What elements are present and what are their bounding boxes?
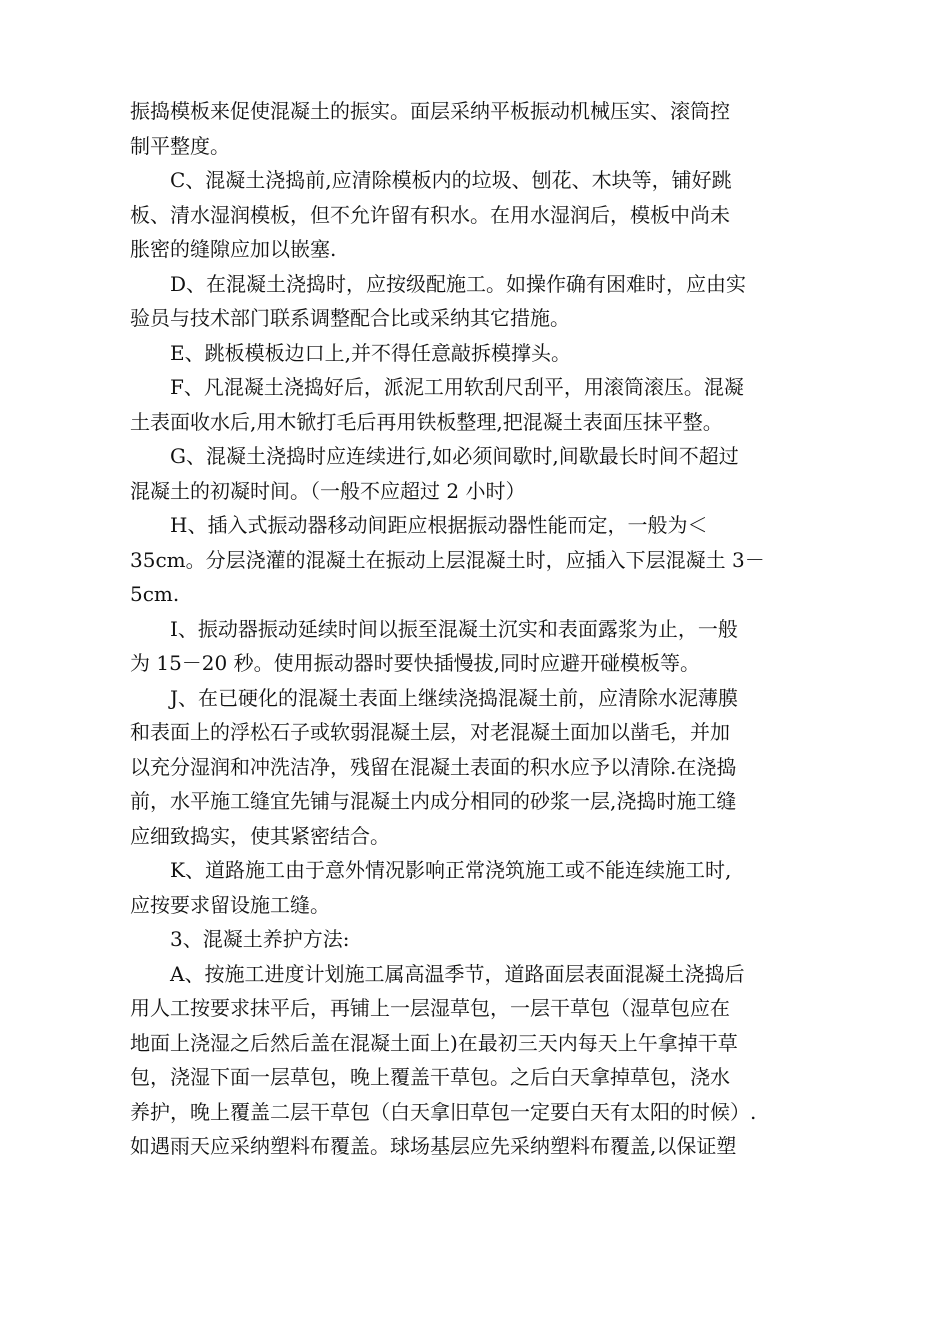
text-line: 制平整度。 (130, 133, 230, 158)
text-line: 土表面收水后,用木锨打毛后再用铁板整理,把混凝土表面压抹平整。 (130, 409, 723, 434)
paragraph-e-line: E、跳板模板边口上,并不得任意敲拆模撑头。 (170, 340, 571, 365)
paragraph-g-line: G、混凝土浇捣时应连续进行,如必须间歇时,间歇最长时间不超过 (170, 444, 739, 468)
paragraph-f-line: F、凡混凝土浇捣好后，派泥工用软刮尺刮平，用滚筒滚压。混凝 (170, 375, 744, 399)
text-line: 振捣模板来促使混凝土的振实。面层采纳平板振动机械压实、滚筒控 (130, 99, 730, 123)
section-heading: 3、混凝土养护方法: (170, 927, 350, 951)
text-line: 应细致捣实，使其紧密结合。 (130, 823, 390, 848)
text-line: 用人工按要求抹平后，再铺上一层湿草包，一层干草包（湿草包应在 (130, 996, 730, 1020)
paragraph-d-line: D、在混凝土浇捣时，应按级配施工。如操作确有困难时，应由实 (170, 271, 747, 296)
text-line: 验员与技术部门联系调整配合比或采纳其它措施。 (130, 306, 570, 330)
paragraph-c-line: C、混凝土浇捣前,应清除模板内的垃圾、刨花、木块等，铺好跳 (170, 168, 732, 192)
text-line: 养护，晚上覆盖二层干草包（白天拿旧草包一定要白天有太阳的时候）. (130, 1099, 757, 1124)
document-body (130, 94, 830, 1164)
text-line: 35cm。分层浇灌的混凝土在振动上层混凝土时，应插入下层混凝土 3－ (130, 547, 765, 572)
text-line: 5cm. (130, 582, 180, 606)
paragraph-k-line: K、道路施工由于意外情况影响正常浇筑施工或不能连续施工时, (170, 858, 732, 882)
text-line: 和表面上的浮松石子或软弱混凝土层，对老混凝土面加以凿毛，并加 (130, 720, 730, 744)
text-line: 以充分湿润和冲洗洁净，残留在混凝土表面的积水应予以清除.在浇捣 (130, 754, 737, 779)
text-line: 包，浇湿下面一层草包，晚上覆盖干草包。之后白天拿掉草包，浇水 (130, 1065, 730, 1089)
text-line: 板、清水湿润模板，但不允许留有积水。在用水湿润后，模板中尚未 (130, 202, 730, 227)
text-line: 前，水平施工缝宜先铺与混凝土内成分相同的砂浆一层,浇捣时施工缝 (130, 789, 737, 813)
text-line: 胀密的缝隙应加以嵌塞. (130, 237, 337, 261)
text-line: 地面上浇湿之后然后盖在混凝土面上)在最初三天内每天上午拿掉干草 (130, 1030, 738, 1055)
text-line: 混凝土的初凝时间。（一般不应超过 2 小时） (130, 478, 526, 503)
text-line: 为 15－20 秒。使用振动器时要快插慢拔,同时应避开碰模板等。 (130, 651, 700, 675)
paragraph-a-line: A、按施工进度计划施工属高温季节，道路面层表面混凝土浇捣后 (170, 961, 745, 986)
paragraph-j-line: J、在已硬化的混凝土表面上继续浇捣混凝土前，应清除水泥薄膜 (170, 685, 739, 710)
paragraph-i-line: I、振动器振动延续时间以振至混凝土沉实和表面露浆为止，一般 (170, 616, 738, 641)
text-line: 如遇雨天应采纳塑料布覆盖。球场基层应先采纳塑料布覆盖,以保证塑 (130, 1134, 737, 1158)
text-line: 应按要求留设施工缝。 (130, 892, 330, 917)
paragraph-h-line: H、插入式振动器移动间距应根据振动器性能而定，一般为＜ (170, 513, 708, 537)
